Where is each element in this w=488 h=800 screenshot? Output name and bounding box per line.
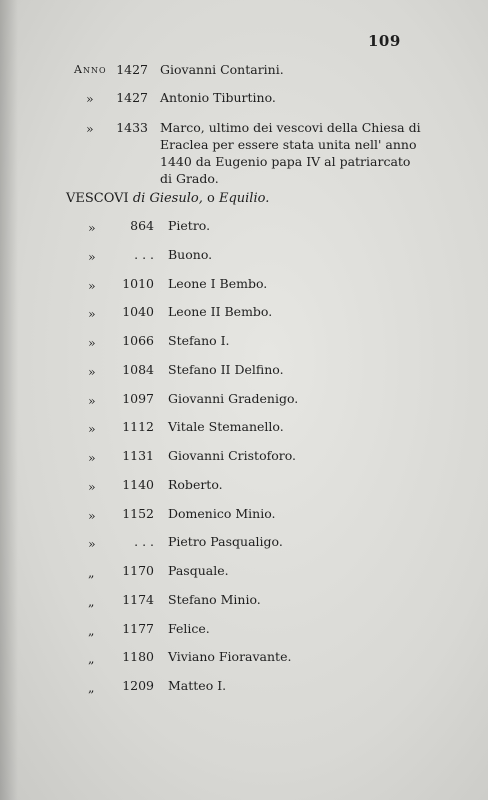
entry-name: Giovanni Gradenigo. — [168, 390, 299, 406]
entry-year: 1170 — [122, 563, 154, 578]
entry-year: 1209 — [122, 678, 154, 693]
entry-year: 1177 — [122, 620, 154, 636]
entry-name: Vitale Stemanello. — [168, 419, 284, 435]
entry-name: Pietro. — [168, 218, 211, 233]
entry-label: „ — [88, 565, 95, 580]
entry-name: Leone I Bembo. — [168, 275, 268, 291]
entry-name: Stefano II Delfino. — [168, 361, 284, 377]
entry-year: 1131 — [122, 448, 154, 463]
entry-year: 1112 — [122, 419, 154, 435]
heading-sub: di Giesulo, — [132, 191, 203, 206]
entry-label: » — [88, 363, 96, 379]
entry-year: 1180 — [122, 649, 154, 665]
heading-connector: o — [206, 191, 215, 206]
entry-year: 1066 — [122, 333, 154, 348]
entry-year: 1140 — [122, 476, 154, 492]
entry-year: . . . — [134, 534, 154, 550]
entry-name: Felice. — [168, 620, 210, 636]
entry-label: » — [88, 392, 96, 408]
entry-text-line: di Grado. — [160, 171, 219, 186]
entry-text-line: Marco, ultimo dei vescovi della Chiesa di — [160, 120, 421, 135]
entry-label: » — [88, 450, 96, 465]
entry-name: Viviano Fioravante. — [168, 649, 292, 665]
entry-year: 1427 — [116, 90, 148, 105]
entry-label: » — [88, 536, 96, 552]
entry-label: „ — [88, 622, 95, 638]
entry-label: » — [86, 91, 94, 106]
entry-name: Roberto. — [168, 476, 223, 492]
entry-label: » — [88, 220, 96, 235]
entry-label: » — [88, 478, 96, 494]
entry-text-line: 1440 da Eugenio papa IV al patriarcato — [160, 154, 411, 169]
entry-year: 1152 — [122, 505, 154, 521]
entry-name: Pietro Pasqualigo. — [168, 534, 283, 550]
entry-year: 1174 — [122, 591, 154, 607]
page-number: 109 — [368, 32, 401, 50]
entry-year: . . . — [134, 246, 154, 262]
entry-year: 1084 — [122, 361, 154, 377]
entry-name: Stefano I. — [168, 333, 230, 348]
section-heading — [66, 191, 269, 206]
entry-label: » — [88, 277, 96, 293]
entry-label: » — [88, 507, 96, 523]
entry-year: 864 — [130, 218, 154, 233]
entry-year: 1010 — [122, 275, 154, 291]
entry-label: „ — [88, 651, 95, 667]
page-fold-shadow — [0, 0, 18, 800]
entry-year: 1427 — [116, 62, 148, 77]
entry-name: Buono. — [168, 246, 213, 262]
entry-label: » — [88, 335, 96, 350]
entry-label: „ — [88, 680, 95, 695]
entry-label: » — [88, 248, 96, 264]
entry-label: „ — [88, 593, 95, 609]
entry-name: Stefano Minio. — [168, 591, 261, 607]
entry-label: » — [88, 306, 96, 322]
entry-name: Domenico Minio. — [168, 505, 276, 521]
entry-name: Pasquale. — [168, 563, 229, 578]
heading-main: VESCOVI — [66, 191, 129, 206]
entry-name: Antonio Tiburtino. — [160, 90, 276, 105]
entry-year: 1433 — [116, 120, 148, 135]
entry-year: 1097 — [122, 390, 154, 406]
entry-name: Leone II Bembo. — [168, 304, 273, 320]
entry-name: Matteo I. — [168, 678, 227, 693]
entry-name: Giovanni Cristoforo. — [168, 448, 297, 463]
entry-name: Giovanni Contarini. — [160, 62, 284, 77]
entry-text-line: Eraclea per essere stata unita nell' anno — [160, 137, 417, 152]
entry-label: » — [88, 421, 96, 437]
entry-year: 1040 — [122, 304, 154, 320]
entry-label: Anno — [74, 63, 107, 76]
heading-place: Equilio. — [218, 191, 270, 206]
entry-label: » — [86, 121, 94, 136]
